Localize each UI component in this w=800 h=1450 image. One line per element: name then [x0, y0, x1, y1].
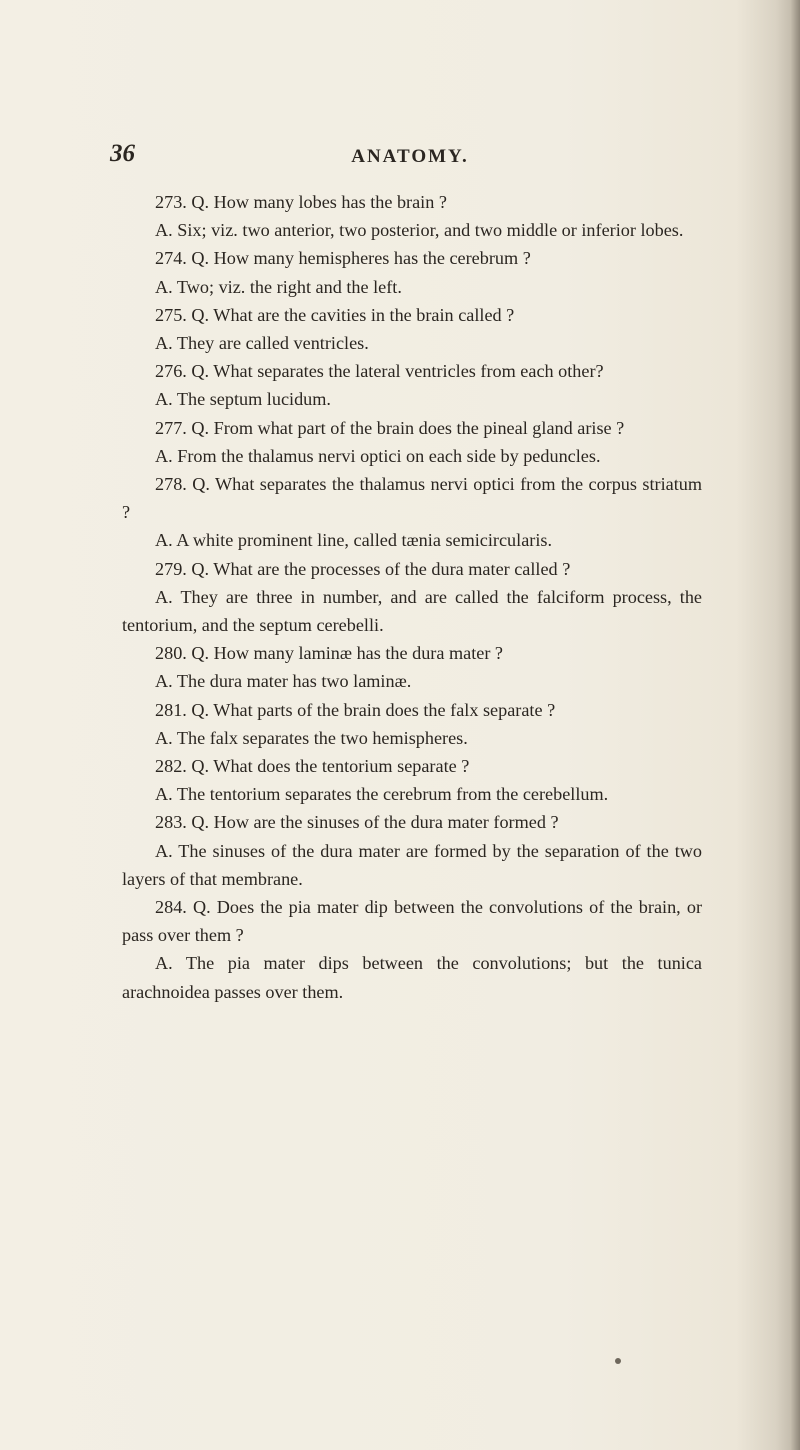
question-283: 283. Q. How are the sinuses of the dura mater formed ?: [155, 812, 559, 833]
running-head: ANATOMY.: [351, 146, 469, 167]
question-274: 274. Q. How many hemispheres has the cerebrum ?: [155, 248, 531, 269]
answer-274: A. Two; viz. the right and the left.: [155, 276, 402, 297]
answer-275: A. They are called ventricles.: [155, 333, 369, 354]
page-edge-shadow: [790, 0, 800, 1450]
answer-276: A. The septum lucidum.: [155, 389, 331, 410]
answer-281: A. The falx separates the two hemispheres.: [155, 727, 468, 748]
answer-280: A. The dura mater has two laminæ.: [155, 671, 412, 692]
answer-283: A. The sinuses of the dura mater are formed by the separation of the two layers of that membrane.: [122, 840, 702, 889]
answer-273: A. Six; viz. two anterior, two posterior, and two middle or inferior lobes.: [155, 220, 684, 241]
page-header: [110, 140, 710, 170]
question-284: 284. Q. Does the pia mater dip between the convolutions of the brain, or pass over them ?: [122, 897, 702, 946]
page-number: 36: [110, 140, 135, 167]
question-280: 280. Q. How many laminæ has the dura mater ?: [155, 643, 504, 664]
question-276: 276. Q. What separates the lateral ventricles from each other?: [155, 361, 604, 382]
answer-278: A. A white prominent line, called tænia semicircularis.: [155, 530, 552, 551]
ink-speck: [615, 1358, 621, 1364]
question-278: 278. Q. What separates the thalamus nervi optici from the corpus striatum ?: [122, 474, 702, 523]
question-282: 282. Q. What does the tentorium separate ?: [155, 756, 470, 777]
question-279: 279. Q. What are the processes of the dura mater called ?: [155, 558, 571, 579]
qa-list: [122, 188, 702, 1006]
answer-279: A. They are three in number, and are called the falciform process, the tentorium, and the septum cerebelli.: [122, 586, 702, 636]
question-275: 275. Q. What are the cavities in the brain called ?: [155, 304, 515, 325]
answer-282: A. The tentorium separates the cerebrum from the cerebellum.: [155, 784, 609, 805]
question-281: 281. Q. What parts of the brain does the falx separate ?: [155, 699, 556, 720]
answer-284: A. The pia mater dips between the convolutions; but the tunica arachnoidea passes over them.: [122, 953, 702, 1002]
question-277: 277. Q. From what part of the brain does the pineal gland arise ?: [155, 417, 625, 438]
answer-277: A. From the thalamus nervi optici on each side by peduncles.: [155, 445, 601, 466]
question-273: 273. Q. How many lobes has the brain ?: [155, 192, 447, 212]
